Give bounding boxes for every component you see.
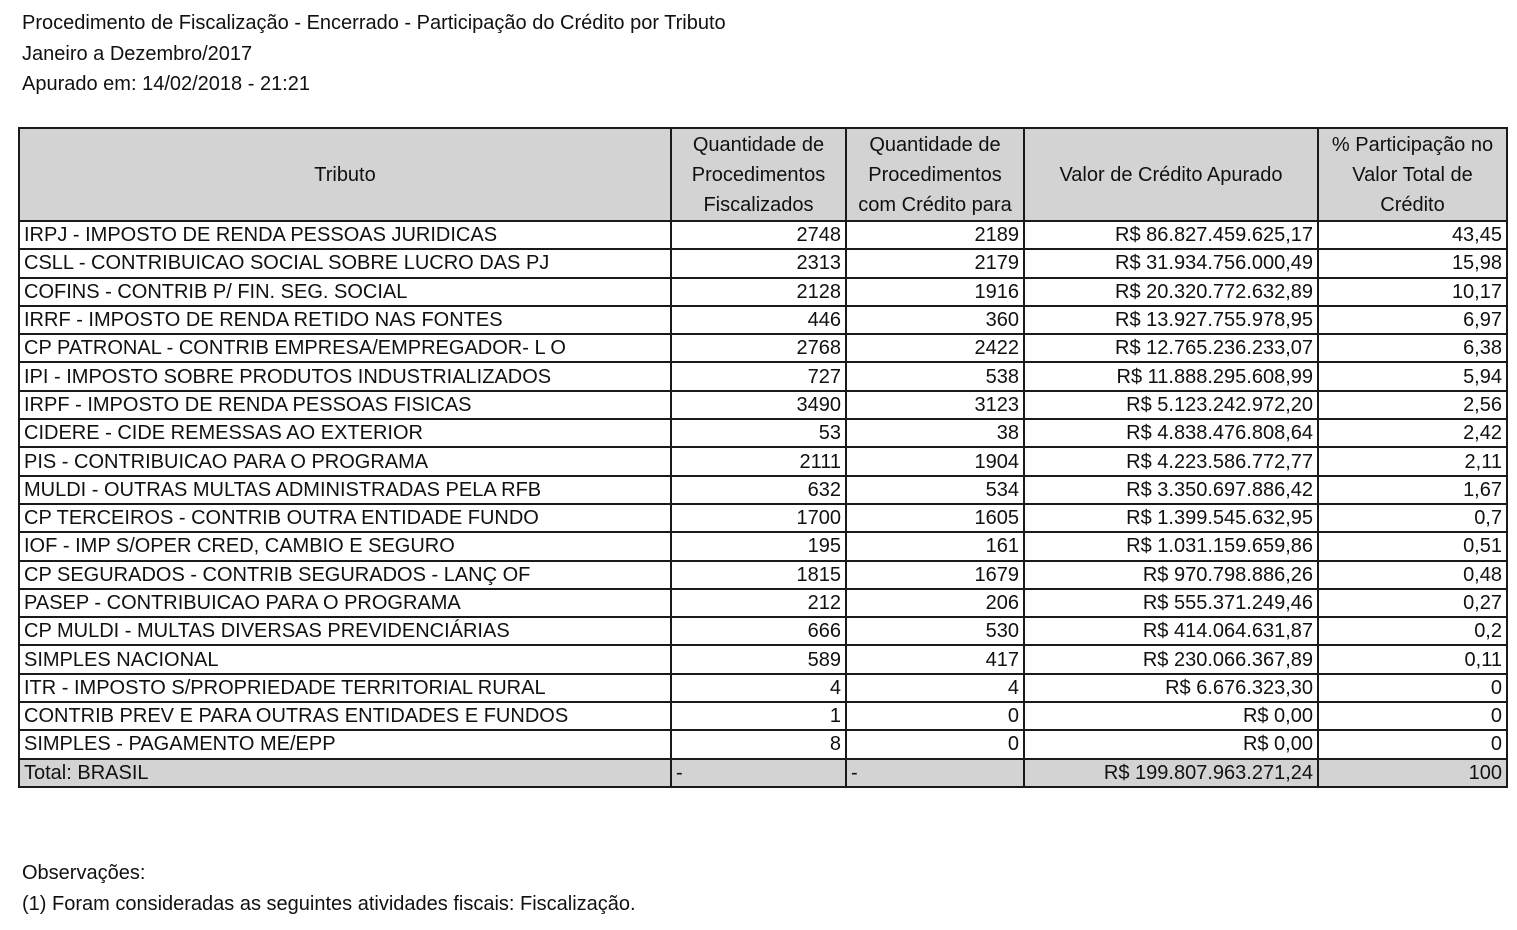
cell-valor-credito: R$ 31.934.756.000,49: [1024, 249, 1318, 277]
cell-procedimentos-fiscalizados: 53: [671, 419, 846, 447]
cell-procedimentos-fiscalizados: 446: [671, 306, 846, 334]
total-cell-tributo: Total: BRASIL: [19, 759, 671, 787]
cell-procedimentos-fiscalizados: 2128: [671, 278, 846, 306]
cell-procedimentos-fiscalizados: 1815: [671, 561, 846, 589]
cell-procedimentos-fiscalizados: 212: [671, 589, 846, 617]
cell-procedimentos-fiscalizados: 666: [671, 617, 846, 645]
column-header-tributo: Tributo: [19, 128, 671, 221]
column-header-procedimentos-com-credito: Quantidade de Procedimentos com Crédito para: [846, 128, 1024, 221]
cell-tributo: SIMPLES NACIONAL: [19, 645, 671, 673]
table-body: [19, 221, 1507, 787]
table-row: [19, 476, 1507, 504]
total-row: [19, 759, 1507, 787]
cell-procedimentos-fiscalizados: 3490: [671, 391, 846, 419]
cell-procedimentos-com-credito: 0: [846, 702, 1024, 730]
cell-procedimentos-com-credito: 2422: [846, 334, 1024, 362]
column-header-participacao: % Participação no Valor Total de Crédito: [1318, 128, 1507, 221]
cell-valor-credito: R$ 1.031.159.659,86: [1024, 532, 1318, 560]
notes-section: [22, 858, 636, 919]
cell-tributo: IRPF - IMPOSTO DE RENDA PESSOAS FISICAS: [19, 391, 671, 419]
cell-participacao: 6,97: [1318, 306, 1507, 334]
cell-procedimentos-com-credito: 1916: [846, 278, 1024, 306]
cell-tributo: CP TERCEIROS - CONTRIB OUTRA ENTIDADE FUNDO: [19, 504, 671, 532]
total-cell-procedimentos-com-credito: -: [846, 759, 1024, 787]
cell-valor-credito: R$ 414.064.631,87: [1024, 617, 1318, 645]
cell-procedimentos-fiscalizados: 2111: [671, 447, 846, 475]
table-row: [19, 532, 1507, 560]
table-row: [19, 278, 1507, 306]
cell-participacao: 0: [1318, 674, 1507, 702]
cell-tributo: CSLL - CONTRIBUICAO SOCIAL SOBRE LUCRO DAS PJ: [19, 249, 671, 277]
cell-procedimentos-fiscalizados: 632: [671, 476, 846, 504]
cell-procedimentos-fiscalizados: 2313: [671, 249, 846, 277]
cell-valor-credito: R$ 6.676.323,30: [1024, 674, 1318, 702]
cell-participacao: 0,11: [1318, 645, 1507, 673]
table-header-row: [19, 128, 1507, 221]
cell-tributo: IPI - IMPOSTO SOBRE PRODUTOS INDUSTRIALIZADOS: [19, 362, 671, 390]
cell-participacao: 0,27: [1318, 589, 1507, 617]
cell-tributo: CP PATRONAL - CONTRIB EMPRESA/EMPREGADOR- L O: [19, 334, 671, 362]
cell-procedimentos-com-credito: 1679: [846, 561, 1024, 589]
cell-valor-credito: R$ 12.765.236.233,07: [1024, 334, 1318, 362]
total-cell-procedimentos-fiscalizados: -: [671, 759, 846, 787]
cell-procedimentos-com-credito: 360: [846, 306, 1024, 334]
table-row: [19, 334, 1507, 362]
total-cell-valor-credito: R$ 199.807.963.271,24: [1024, 759, 1318, 787]
cell-participacao: 0: [1318, 730, 1507, 758]
cell-valor-credito: R$ 230.066.367,89: [1024, 645, 1318, 673]
cell-procedimentos-fiscalizados: 727: [671, 362, 846, 390]
report-computed-at: Apurado em: 14/02/2018 - 21:21: [22, 73, 310, 95]
table-row: [19, 645, 1507, 673]
cell-tributo: CP MULDI - MULTAS DIVERSAS PREVIDENCIÁRIAS: [19, 617, 671, 645]
cell-procedimentos-fiscalizados: 2768: [671, 334, 846, 362]
cell-procedimentos-com-credito: 3123: [846, 391, 1024, 419]
table-row: [19, 589, 1507, 617]
cell-procedimentos-fiscalizados: 1: [671, 702, 846, 730]
cell-tributo: COFINS - CONTRIB P/ FIN. SEG. SOCIAL: [19, 278, 671, 306]
cell-participacao: 1,67: [1318, 476, 1507, 504]
cell-procedimentos-fiscalizados: 1700: [671, 504, 846, 532]
cell-valor-credito: R$ 0,00: [1024, 702, 1318, 730]
cell-participacao: 6,38: [1318, 334, 1507, 362]
cell-tributo: CIDERE - CIDE REMESSAS AO EXTERIOR: [19, 419, 671, 447]
notes-heading: Observações:: [22, 862, 146, 884]
cell-valor-credito: R$ 11.888.295.608,99: [1024, 362, 1318, 390]
credit-by-tax-table: [18, 127, 1508, 788]
cell-valor-credito: R$ 5.123.242.972,20: [1024, 391, 1318, 419]
report-title: Procedimento de Fiscalização - Encerrado - Participação do Crédito por Tributo: [22, 12, 726, 34]
cell-valor-credito: R$ 4.223.586.772,77: [1024, 447, 1318, 475]
cell-procedimentos-com-credito: 530: [846, 617, 1024, 645]
cell-procedimentos-com-credito: 206: [846, 589, 1024, 617]
cell-procedimentos-com-credito: 161: [846, 532, 1024, 560]
cell-tributo: IRRF - IMPOSTO DE RENDA RETIDO NAS FONTES: [19, 306, 671, 334]
cell-tributo: CONTRIB PREV E PARA OUTRAS ENTIDADES E FUNDOS: [19, 702, 671, 730]
cell-procedimentos-com-credito: 2179: [846, 249, 1024, 277]
cell-participacao: 0,7: [1318, 504, 1507, 532]
cell-participacao: 5,94: [1318, 362, 1507, 390]
table-row: [19, 306, 1507, 334]
cell-participacao: 15,98: [1318, 249, 1507, 277]
cell-valor-credito: R$ 13.927.755.978,95: [1024, 306, 1318, 334]
table-row: [19, 504, 1507, 532]
cell-procedimentos-fiscalizados: 4: [671, 674, 846, 702]
table-row: [19, 391, 1507, 419]
table-row: [19, 561, 1507, 589]
note-item: (1) Foram consideradas as seguintes atividades fiscais: Fiscalização.: [22, 892, 636, 915]
cell-procedimentos-com-credito: 2189: [846, 221, 1024, 249]
cell-procedimentos-com-credito: 534: [846, 476, 1024, 504]
cell-procedimentos-fiscalizados: 195: [671, 532, 846, 560]
report-period: Janeiro a Dezembro/2017: [22, 42, 253, 65]
table-row: [19, 221, 1507, 249]
cell-procedimentos-com-credito: 1605: [846, 504, 1024, 532]
cell-valor-credito: R$ 86.827.459.625,17: [1024, 221, 1318, 249]
cell-participacao: 10,17: [1318, 278, 1507, 306]
cell-participacao: 2,11: [1318, 447, 1507, 475]
cell-participacao: 43,45: [1318, 221, 1507, 249]
cell-procedimentos-fiscalizados: 2748: [671, 221, 846, 249]
cell-valor-credito: R$ 1.399.545.632,95: [1024, 504, 1318, 532]
cell-procedimentos-com-credito: 38: [846, 419, 1024, 447]
cell-tributo: PASEP - CONTRIBUICAO PARA O PROGRAMA: [19, 589, 671, 617]
cell-tributo: CP SEGURADOS - CONTRIB SEGURADOS - LANÇ OF: [19, 561, 671, 589]
cell-valor-credito: R$ 3.350.697.886,42: [1024, 476, 1318, 504]
cell-procedimentos-com-credito: 417: [846, 645, 1024, 673]
report-header: [22, 8, 726, 100]
cell-valor-credito: R$ 20.320.772.632,89: [1024, 278, 1318, 306]
cell-procedimentos-fiscalizados: 8: [671, 730, 846, 758]
cell-procedimentos-fiscalizados: 589: [671, 645, 846, 673]
cell-procedimentos-com-credito: 0: [846, 730, 1024, 758]
column-header-procedimentos-fiscalizados: Quantidade de Procedimentos Fiscalizados: [671, 128, 846, 221]
cell-participacao: 2,42: [1318, 419, 1507, 447]
cell-procedimentos-com-credito: 1904: [846, 447, 1024, 475]
cell-participacao: 0,48: [1318, 561, 1507, 589]
table-row: [19, 617, 1507, 645]
cell-procedimentos-com-credito: 538: [846, 362, 1024, 390]
cell-tributo: IRPJ - IMPOSTO DE RENDA PESSOAS JURIDICAS: [19, 221, 671, 249]
table-row: [19, 674, 1507, 702]
cell-valor-credito: R$ 0,00: [1024, 730, 1318, 758]
cell-valor-credito: R$ 555.371.249,46: [1024, 589, 1318, 617]
cell-tributo: IOF - IMP S/OPER CRED, CAMBIO E SEGURO: [19, 532, 671, 560]
cell-procedimentos-com-credito: 4: [846, 674, 1024, 702]
cell-tributo: SIMPLES - PAGAMENTO ME/EPP: [19, 730, 671, 758]
column-header-valor-credito: Valor de Crédito Apurado: [1024, 128, 1318, 221]
table-row: [19, 419, 1507, 447]
total-cell-participacao: 100: [1318, 759, 1507, 787]
table-row: [19, 249, 1507, 277]
table-row: [19, 362, 1507, 390]
cell-valor-credito: R$ 970.798.886,26: [1024, 561, 1318, 589]
cell-participacao: 0,51: [1318, 532, 1507, 560]
cell-tributo: PIS - CONTRIBUICAO PARA O PROGRAMA: [19, 447, 671, 475]
cell-participacao: 0: [1318, 702, 1507, 730]
cell-participacao: 2,56: [1318, 391, 1507, 419]
table-row: [19, 730, 1507, 758]
cell-valor-credito: R$ 4.838.476.808,64: [1024, 419, 1318, 447]
cell-participacao: 0,2: [1318, 617, 1507, 645]
cell-tributo: ITR - IMPOSTO S/PROPRIEDADE TERRITORIAL RURAL: [19, 674, 671, 702]
table-row: [19, 702, 1507, 730]
cell-tributo: MULDI - OUTRAS MULTAS ADMINISTRADAS PELA RFB: [19, 476, 671, 504]
table-row: [19, 447, 1507, 475]
